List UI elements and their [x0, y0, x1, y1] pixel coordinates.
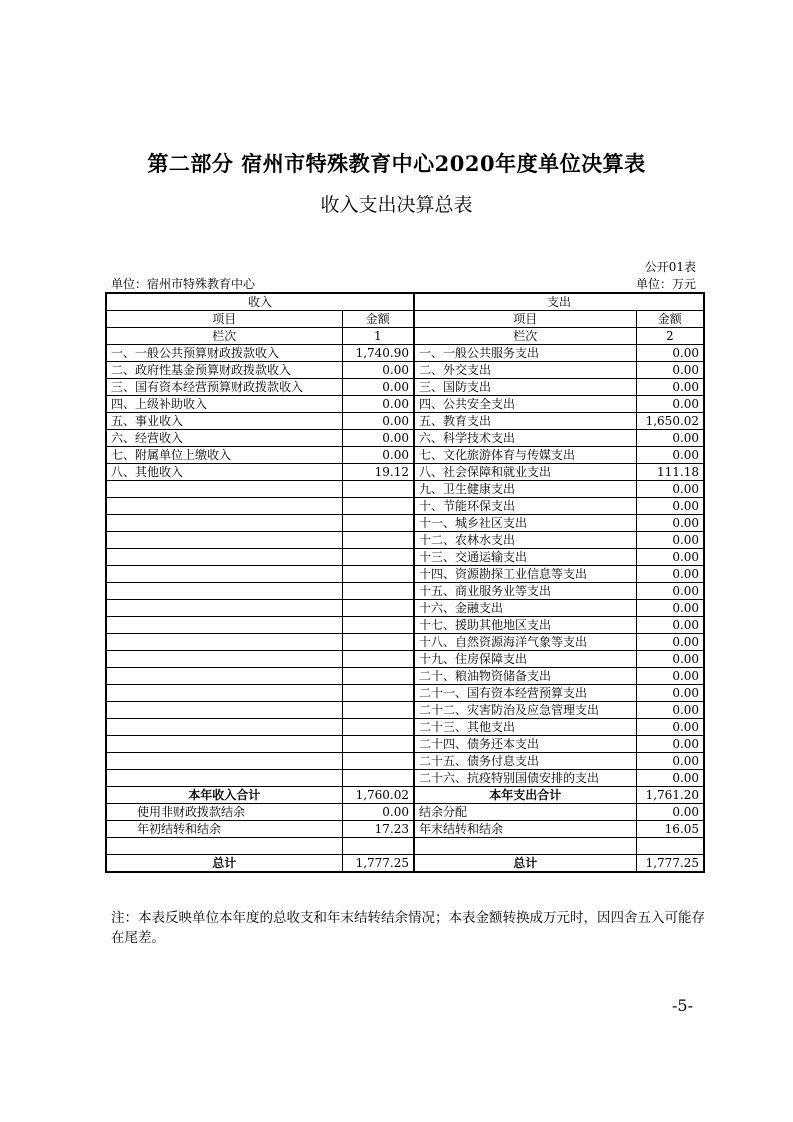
expense-item: 六、科学技术支出 [414, 430, 636, 447]
income-amount [342, 719, 414, 736]
header-row-sections [106, 293, 704, 311]
expense-amount: 0.00 [636, 634, 704, 651]
expense-item: 四、公共安全支出 [414, 396, 636, 413]
expense-amount: 0.00 [636, 804, 704, 821]
income-amount [342, 600, 414, 617]
table-row [106, 413, 704, 430]
expense-item: 二十一、国有资本经营预算支出 [414, 685, 636, 702]
unit-measure: 单位：万元 [635, 277, 696, 291]
income-amount [342, 651, 414, 668]
income-amount [342, 736, 414, 753]
income-amount [342, 515, 414, 532]
income-header: 收入 [106, 293, 414, 311]
income-amount: 0.00 [342, 447, 414, 464]
expense-amount: 0.00 [636, 515, 704, 532]
expense-item: 十三、交通运输支出 [414, 549, 636, 566]
table-row [106, 566, 704, 583]
income-amount: 1,760.02 [342, 787, 414, 804]
income-item: 三、国有资本经营预算财政拨款收入 [106, 379, 342, 396]
expense-amount: 16.05 [636, 821, 704, 838]
expense-item: 十六、金融支出 [414, 600, 636, 617]
income-amount [342, 481, 414, 498]
expense-item: 二十三、其他支出 [414, 719, 636, 736]
table-row [106, 498, 704, 515]
table-row [106, 396, 704, 413]
table-row [106, 345, 704, 362]
expense-item: 二十六、抗疫特别国债安排的支出 [414, 770, 636, 787]
expense-amount: 0.00 [636, 600, 704, 617]
income-item: 六、经营收入 [106, 430, 342, 447]
income-item [106, 634, 342, 651]
income-item: 年初结转和结余 [106, 821, 342, 838]
table-row [106, 515, 704, 532]
expense-amount: 0.00 [636, 770, 704, 787]
income-item [106, 532, 342, 549]
year-total-row [106, 787, 704, 804]
table-row [106, 362, 704, 379]
income-item: 本年收入合计 [106, 787, 342, 804]
income-item [106, 600, 342, 617]
income-item [106, 753, 342, 770]
form-number: 公开01表 [644, 260, 696, 274]
income-item [106, 770, 342, 787]
income-item: 二、政府性基金预算财政拨款收入 [106, 362, 342, 379]
unit-name: 单位：宿州市特殊教育中心 [111, 277, 256, 291]
income-amount [342, 498, 414, 515]
expense-item: 二、外交支出 [414, 362, 636, 379]
expense-item: 结余分配 [414, 804, 636, 821]
expense-header: 支出 [414, 293, 704, 311]
expense-amount: 0.00 [636, 362, 704, 379]
table-row [106, 481, 704, 498]
table-row [106, 549, 704, 566]
expense-amount: 0.00 [636, 617, 704, 634]
expense-amount: 0.00 [636, 396, 704, 413]
income-amount: 0.00 [342, 379, 414, 396]
income-amount [342, 549, 414, 566]
income-item: 四、上级补助收入 [106, 396, 342, 413]
income-amount: 0.00 [342, 430, 414, 447]
expense-amount: 0.00 [636, 430, 704, 447]
income-amount: 19.12 [342, 464, 414, 481]
blank-row [106, 838, 704, 855]
expense-amount: 0.00 [636, 549, 704, 566]
income-amount: 1,777.25 [342, 855, 414, 873]
table-row [106, 464, 704, 481]
income-item: 总计 [106, 855, 342, 873]
expense-item: 二十四、债务还本支出 [414, 736, 636, 753]
table-row [106, 668, 704, 685]
income-item [106, 481, 342, 498]
expense-item: 二十、粮油物资储备支出 [414, 668, 636, 685]
income-item: 五、事业收入 [106, 413, 342, 430]
page-title: 第二部分 宿州市特殊教育中心2020年度单位决算表 [147, 151, 646, 176]
income-item [106, 617, 342, 634]
income-amount [342, 685, 414, 702]
income-amount [342, 702, 414, 719]
income-amount: 0.00 [342, 396, 414, 413]
income-expense-table [105, 292, 705, 873]
income-item [106, 702, 342, 719]
expense-column-label: 栏次 [414, 328, 636, 345]
table-row [106, 379, 704, 396]
expense-column-number: 2 [636, 328, 704, 345]
table-row [106, 736, 704, 753]
income-item: 一、一般公共预算财政拨款收入 [106, 345, 342, 362]
income-item [106, 515, 342, 532]
expense-amount: 0.00 [636, 498, 704, 515]
expense-item: 二十二、灾害防治及应急管理支出 [414, 702, 636, 719]
income-amount-header: 金额 [342, 311, 414, 328]
income-amount [342, 753, 414, 770]
table-row [106, 651, 704, 668]
income-amount [342, 583, 414, 600]
income-amount: 0.00 [342, 413, 414, 430]
income-column-label: 栏次 [106, 328, 342, 345]
income-item [106, 651, 342, 668]
expense-amount: 0.00 [636, 753, 704, 770]
expense-item: 一、一般公共服务支出 [414, 345, 636, 362]
table-row [106, 719, 704, 736]
expense-item: 总计 [414, 855, 636, 873]
expense-amount: 0.00 [636, 532, 704, 549]
table-row [106, 770, 704, 787]
expense-amount: 1,761.20 [636, 787, 704, 804]
blank-cell [342, 838, 414, 855]
expense-amount: 0.00 [636, 481, 704, 498]
expense-amount: 0.00 [636, 447, 704, 464]
expense-amount: 0.00 [636, 379, 704, 396]
income-amount [342, 770, 414, 787]
expense-item: 十九、住房保障支出 [414, 651, 636, 668]
expense-item: 十、节能环保支出 [414, 498, 636, 515]
expense-amount: 0.00 [636, 702, 704, 719]
blank-cell [106, 838, 342, 855]
grand-total-row [106, 855, 704, 873]
income-amount: 0.00 [342, 362, 414, 379]
income-item-header: 项目 [106, 311, 342, 328]
expense-item: 八、社会保障和就业支出 [414, 464, 636, 481]
income-item [106, 719, 342, 736]
expense-item: 七、文化旅游体育与传媒支出 [414, 447, 636, 464]
expense-item: 五、教育支出 [414, 413, 636, 430]
expense-amount: 0.00 [636, 566, 704, 583]
income-amount [342, 532, 414, 549]
expense-item: 十四、资源勘探工业信息等支出 [414, 566, 636, 583]
income-amount [342, 617, 414, 634]
expense-amount: 0.00 [636, 736, 704, 753]
table-row [106, 617, 704, 634]
expense-item: 十一、城乡社区支出 [414, 515, 636, 532]
income-item [106, 566, 342, 583]
income-amount: 1,740.90 [342, 345, 414, 362]
expense-amount: 0.00 [636, 668, 704, 685]
expense-amount: 0.00 [636, 719, 704, 736]
table-row [106, 685, 704, 702]
table-row [106, 447, 704, 464]
income-item: 八、其他收入 [106, 464, 342, 481]
income-item [106, 549, 342, 566]
table-row [106, 532, 704, 549]
income-item: 七、附属单位上缴收入 [106, 447, 342, 464]
header-row-columns [106, 311, 704, 328]
blank-cell [636, 838, 704, 855]
expense-amount: 1,777.25 [636, 855, 704, 873]
income-amount [342, 566, 414, 583]
income-amount: 17.23 [342, 821, 414, 838]
income-item [106, 685, 342, 702]
expense-item: 十二、农林水支出 [414, 532, 636, 549]
income-column-number: 1 [342, 328, 414, 345]
carry-row [106, 821, 704, 838]
expense-amount: 0.00 [636, 651, 704, 668]
expense-amount-header: 金额 [636, 311, 704, 328]
expense-amount: 0.00 [636, 345, 704, 362]
income-amount [342, 634, 414, 651]
expense-amount: 0.00 [636, 685, 704, 702]
expense-item: 本年支出合计 [414, 787, 636, 804]
table-row [106, 753, 704, 770]
expense-item: 十七、援助其他地区支出 [414, 617, 636, 634]
table-row [106, 583, 704, 600]
expense-item: 三、国防支出 [414, 379, 636, 396]
expense-item-header: 项目 [414, 311, 636, 328]
header-row-column-numbers [106, 328, 704, 345]
income-amount: 0.00 [342, 804, 414, 821]
income-item [106, 583, 342, 600]
table-title: 收入支出决算总表 [320, 194, 473, 216]
income-item [106, 736, 342, 753]
income-item: 使用非财政拨款结余 [106, 804, 342, 821]
expense-item: 九、卫生健康支出 [414, 481, 636, 498]
page-number: -5- [672, 996, 693, 1015]
table-row [106, 634, 704, 651]
blank-cell [414, 838, 636, 855]
expense-amount: 111.18 [636, 464, 704, 481]
income-item [106, 668, 342, 685]
expense-item: 二十五、债务付息支出 [414, 753, 636, 770]
table-row [106, 430, 704, 447]
carry-row [106, 804, 704, 821]
expense-item: 年末结转和结余 [414, 821, 636, 838]
expense-item: 十五、商业服务业等支出 [414, 583, 636, 600]
income-item [106, 498, 342, 515]
expense-item: 十八、自然资源海洋气象等支出 [414, 634, 636, 651]
footnote: 注：本表反映单位本年度的总收支和年末结转结余情况；本表金额转换成万元时，因四舍五入可能存在尾差。 [111, 910, 705, 946]
table-row [106, 600, 704, 617]
expense-amount: 1,650.02 [636, 413, 704, 430]
table-row [106, 702, 704, 719]
income-amount [342, 668, 414, 685]
expense-amount: 0.00 [636, 583, 704, 600]
